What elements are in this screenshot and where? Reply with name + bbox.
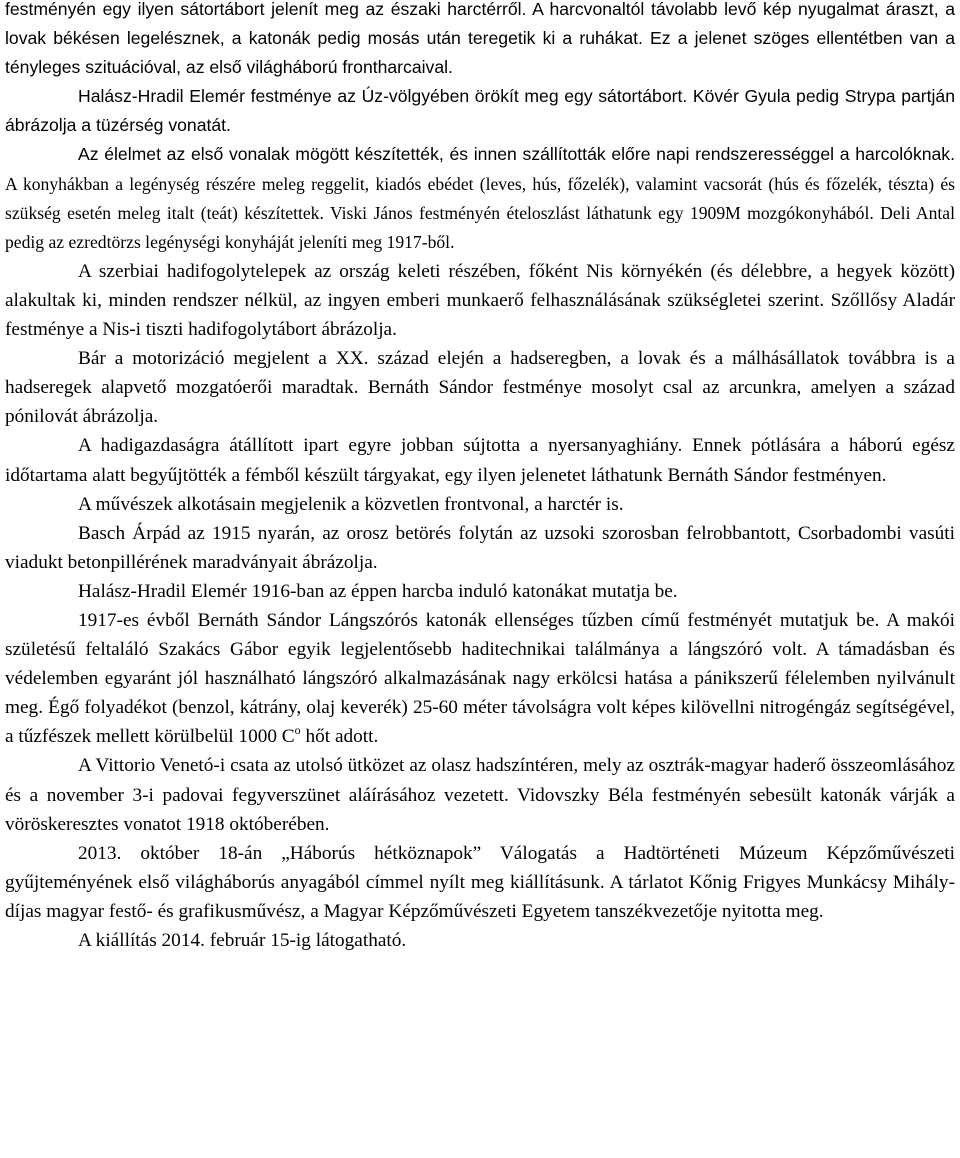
paragraph-hadifogolytelepek: A szerbiai hadifogolytelepek az ország keleti részében, főként Nis környékén (és délebbre, a hegyek között) alakultak ki, minden rendszer nélkül, az ingyen emberi munkaerő felhasználásának szükségletei szerint. Szőllősy Aladár festménye a Nis-i tiszti hadifogolytábort ábrázolja. (5, 260, 955, 341)
paragraph-langszoro-text: 1917-es évből Bernáth Sándor Lángszórós katonák ellenséges tűzben című festményét mutatjuk be. A makói születésű feltaláló Szakács Gábor egyik legjelentősebb haditechnikai találmánya a lángszóró volt. A támadásban és védelemben egyaránt jól használható lángszóró alkalmazásának nagy erkölcsi hatása a pánikszerű félelemben nyilvánult meg. Égő folyadékot (benzol, kátrány, olaj keverék) 25-60 méter távolságra volt képes kilövellni nitrogéngáz segítségével, a tűzfészek mellett körülbelül 1000 C (5, 609, 955, 748)
paragraph-langszoro-end: hőt adott. (300, 726, 379, 748)
paragraph-elelmezes (5, 140, 955, 256)
paragraph-motorizacio: Bár a motorizáció megjelent a XX. század elején a hadseregben, a lovak és a málhásállatok továbbra is a hadseregek alapvető mozgatóerői maradtak. Bernáth Sándor festménye mosolyt csal az arcunkra, amelyen a század pónilovát ábrázolja. (5, 348, 955, 428)
degree-superscript: o (294, 722, 301, 737)
paragraph-vittorio-veneto: A Vittorio Venetó-i csata az utolsó ütközet az olasz hadszíntéren, mely az osztrák-magyar haderő összeomlásához és a november 3-i padovai fegyverszünet aláírásához vezetett. Vidovszky Béla festményén sebesült katonák várják a vöröskeresztes vonatot 1918 októberében. (5, 755, 955, 835)
document-page (5, 0, 955, 955)
paragraph-halasz-hradil-uz-volgy: Halász-Hradil Elemér festménye az Úz-völgyében örökít meg egy sátortábort. Kövér Gyula pedig Strypa partján ábrázolja a tüzérség vonatát. (5, 86, 955, 136)
paragraph-langszoro (5, 606, 955, 751)
paragraph-elelmezes-serif: A konyhákban a legénység részére meleg reggelit, kiadós ebédet (leves, hús, főzelék), valamint vacsorát (hús és főzelék, tészta) és szükség esetén meleg italt (teát) készítettek. Viski János festményén ételoszlást láthatunk egy 1909M mozgókonyhából. Deli Antal pedig az ezredtörzs legénységi konyháját jeleníti meg 1917-ből. (5, 173, 955, 252)
paragraph-sator-tabor-intro: festményén egy ilyen sátortábort jelenít meg az északi harctérről. A harcvonaltól távolabb levő kép nyugalmat áraszt, a lovak békésen legelésznek, a katonák pedig mosás után teregetik ki a ruhákat. Ez a jelenet szöges ellentétben van a tényleges szituációval, az első világháború frontharcaival. (5, 0, 955, 78)
paragraph-kiallitas-zaras: A kiállítás 2014. február 15-ig látogatható. (78, 930, 407, 951)
paragraph-kiallitas-megnyitas: 2013. október 18-án „Háborús hétköznapok” Válogatás a Hadtörténeti Múzeum Képzőművészeti gyűjteményének első világháborús anyagából címmel nyílt meg kiállításunk. A tárlatot Kőnig Frigyes Munkácsy Mihály-díjas magyar festő- és grafikusművész, a Magyar Képzőművészeti Egyetem tanszékvezetője nyitotta meg. (5, 842, 955, 922)
paragraph-halasz-hradil-1916: Halász-Hradil Elemér 1916-ban az éppen harcba induló katonákat mutatja be. (78, 580, 678, 602)
paragraph-frontvonal: A művészek alkotásain megjelenik a közvetlen frontvonal, a harctér is. (78, 493, 624, 515)
paragraph-hadigazdasag: A hadigazdaságra átállított ipart egyre jobban sújtotta a nyersanyaghiány. Ennek pótlására a háború egész időtartama alatt begyűjtötték a fémből készült tárgyakat, egy ilyen jelenetet láthatunk Bernáth Sándor festményen. (5, 435, 955, 486)
paragraph-basch-arpad: Basch Árpád az 1915 nyarán, az orosz betörés folytán az uzsoki szorosban felrobbantott, Csorbadombi vasúti viadukt betonpillérének maradványait ábrázolja. (5, 522, 955, 573)
paragraph-elelmezes-sans: Az élelmet az első vonalak mögött készítették, és innen szállították előre napi rendszerességgel a harcolóknak. (78, 144, 955, 165)
